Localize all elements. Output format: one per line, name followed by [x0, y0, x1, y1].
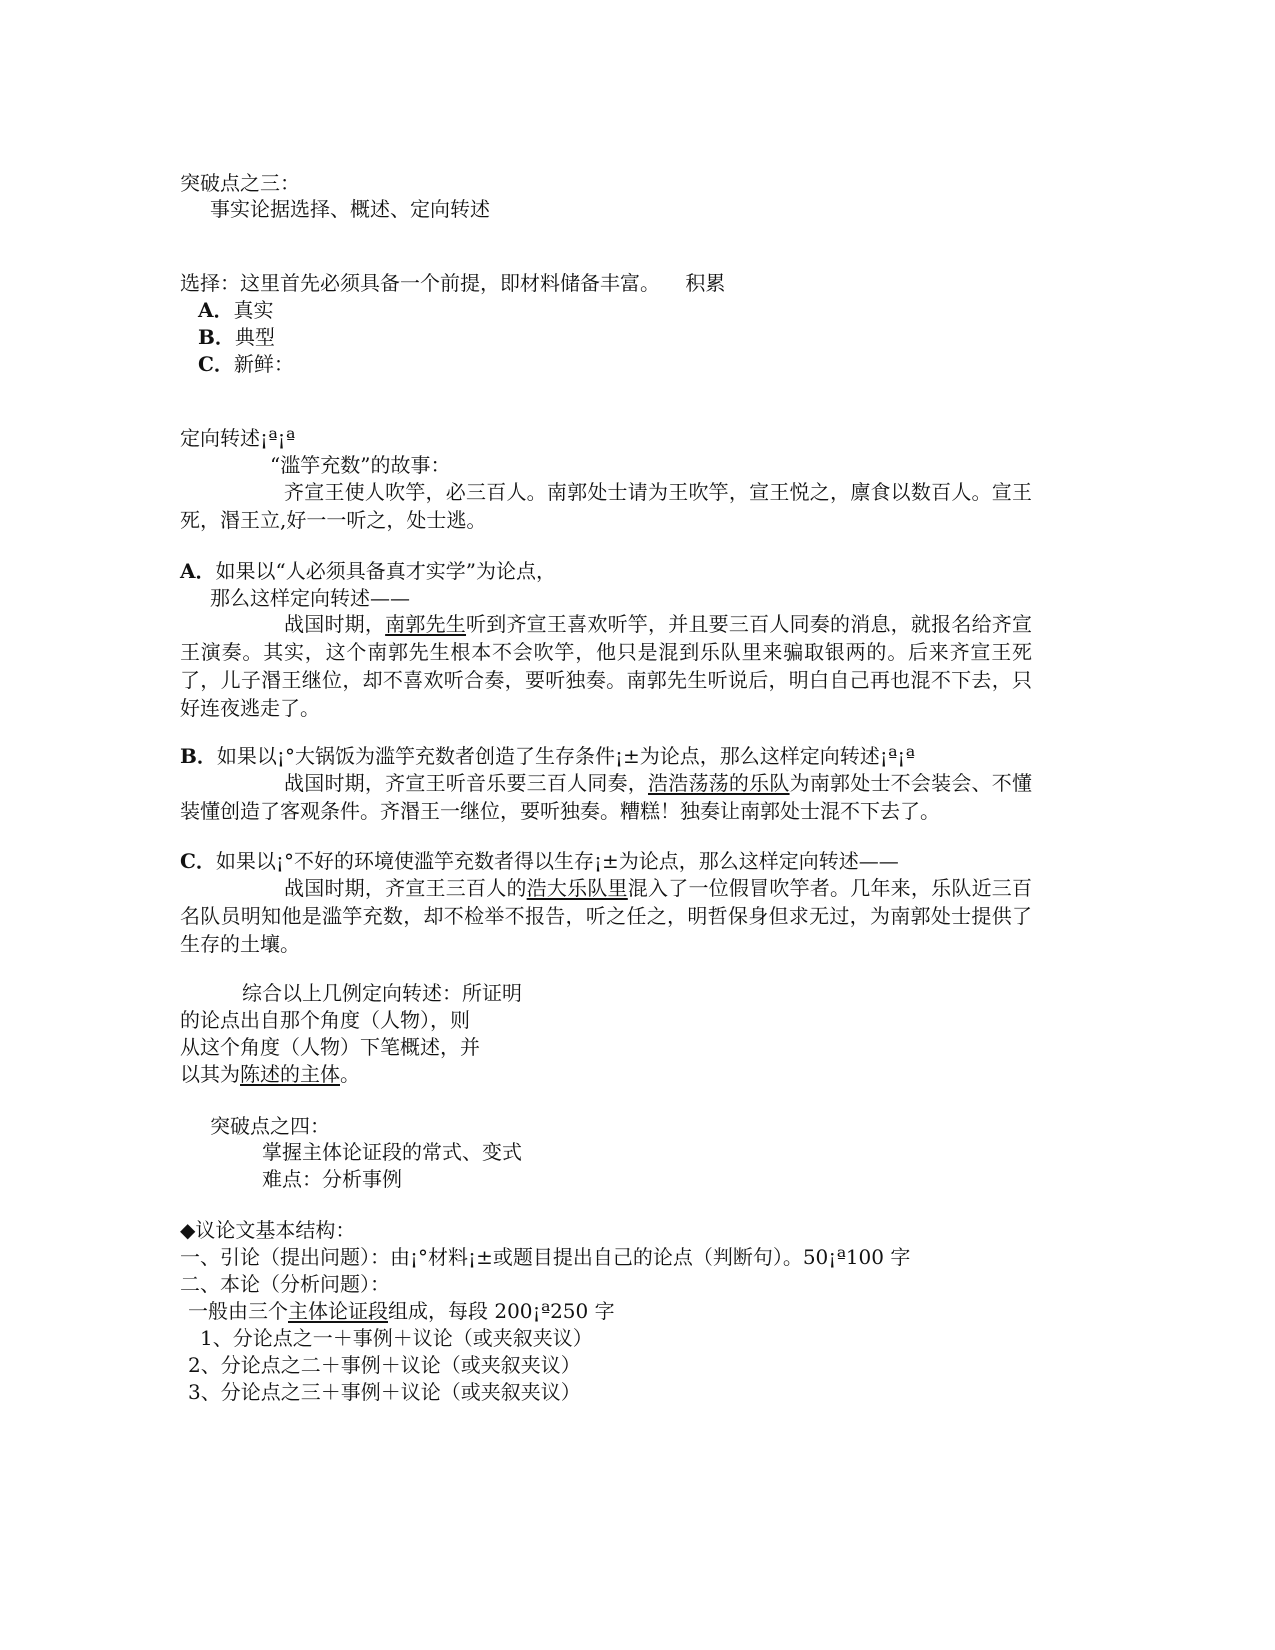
section4-sub2: 难点：分析事例: [262, 1167, 402, 1191]
underlined-phrase: 陈述的主体: [240, 1062, 340, 1086]
summary-line-4: [180, 1061, 360, 1087]
case-b-paragraph: [180, 769, 1032, 825]
paragraph-text: 听到齐宣王喜欢听竽，并且要三百人同奏的消息，就报名给齐宣王演奏。其实，这个南郭先生根本不会吹竽，他只是混到乐队里来骗取银两的。后来齐宣王死了，儿子湣王继位，却不喜欢听合奏，要听独奏。南郭先生听说后，明白自己再也混不下去，只好连夜逃走了。: [180, 612, 1033, 720]
item-mark: C．: [198, 352, 234, 376]
story-text: 齐宣王使人吹竽，必三百人。南郭处士请为王吹竽，宣王悦之，廪食以数百人。宣王死，湣王立,好一一听之，处士逃。: [180, 480, 1032, 532]
case-title-text: 如果以¡°不好的环境使滥竽充数者得以生存¡±为论点，那么这样定向转述——: [215, 849, 899, 873]
case-mark: B．: [180, 744, 217, 768]
underlined-phrase: 南郭先生: [385, 612, 467, 636]
summary-line-2: 的论点出自那个角度（人物），则: [180, 1008, 470, 1032]
summary-text: 以其为: [180, 1062, 240, 1086]
item-mark: A．: [198, 298, 234, 322]
section4-sub1: 掌握主体论证段的常式、变式: [262, 1140, 522, 1164]
case-title-text: 如果以¡°大锅饭为滥竽充数者创造了生存条件¡±为论点，那么这样定向转述¡ª¡ª: [216, 744, 915, 768]
structure-body-heading: 二、本论（分析问题）：: [180, 1272, 390, 1296]
case-title-text: 如果以“人必须具备真才实学”为论点，: [215, 559, 556, 583]
case-c-title: [180, 848, 899, 874]
underlined-phrase: 浩大乐队里: [526, 876, 628, 900]
section3-heading: 突破点之三：: [180, 171, 300, 195]
paragraph-text: 混入了一位假冒吹竽者。几年来，乐队近三百名队员明知他是滥竽充数，却不检举不报告，听之任之，明哲保身但求无过，为南郭处士提供了生存的土壤。: [180, 876, 1033, 956]
selection-item-c: [198, 351, 294, 377]
case-mark: A．: [180, 559, 216, 583]
structure-text: 组成，每段 200¡ª250 字: [388, 1299, 615, 1323]
section3-subheading: 事实论据选择、概述、定向转述: [210, 197, 490, 221]
case-a-paragraph: [180, 610, 1032, 722]
structure-text: 一般由三个: [188, 1299, 288, 1323]
summary-line-3: 从这个角度（人物）下笔概述，并: [180, 1035, 480, 1059]
orientation-heading: 定向转述¡ª¡ª: [180, 426, 296, 450]
story-title: “滥竽充数”的故事：: [270, 453, 451, 477]
case-a-title: [180, 558, 556, 584]
item-text: 典型: [234, 325, 275, 349]
paragraph-text: 战国时期，齐宣王听音乐要三百人同奏，: [284, 771, 648, 795]
item-mark: B．: [198, 325, 235, 349]
case-b-title: [180, 743, 915, 769]
structure-heading: ◆议论文基本结构：: [180, 1218, 356, 1242]
selection-line: 选择：这里首先必须具备一个前提，即材料储备丰富。 积累: [180, 271, 726, 295]
structure-intro: 一、引论（提出问题）：由¡°材料¡±或题目提出自己的论点（判断句）。50¡ª100 字: [180, 1245, 911, 1269]
paragraph-text: 战国时期，齐宣王三百人的: [284, 876, 527, 900]
item-text: 新鲜：: [233, 352, 294, 376]
case-mark: C．: [180, 849, 216, 873]
paragraph-text: 战国时期，: [284, 612, 386, 636]
case-a-subline: 那么这样定向转述——: [210, 586, 410, 610]
summary-line-1: 综合以上几例定向转述：所证明: [242, 981, 522, 1005]
structure-body-desc: [188, 1298, 615, 1324]
paragraph-text: 为南郭处士不会装会、不懂装懂创造了客观条件。齐湣王一继位，要听独奏。糟糕！独奏让南郭处士混不下去了。: [180, 771, 1033, 823]
selection-item-b: [198, 324, 275, 350]
summary-text: 。: [340, 1062, 360, 1086]
structure-item-1: 1、分论点之一＋事例＋议论（或夹叙夹议）: [200, 1326, 593, 1350]
section4-heading: 突破点之四：: [210, 1114, 330, 1138]
case-c-paragraph: [180, 874, 1032, 958]
underlined-phrase: 主体论证段: [288, 1299, 388, 1323]
underlined-phrase: 浩浩荡荡的乐队: [648, 771, 790, 795]
structure-item-3: 3、分论点之三＋事例＋议论（或夹叙夹议）: [188, 1380, 581, 1404]
selection-item-a: [198, 297, 274, 323]
structure-item-2: 2、分论点之二＋事例＋议论（或夹叙夹议）: [188, 1353, 581, 1377]
item-text: 真实: [233, 298, 274, 322]
